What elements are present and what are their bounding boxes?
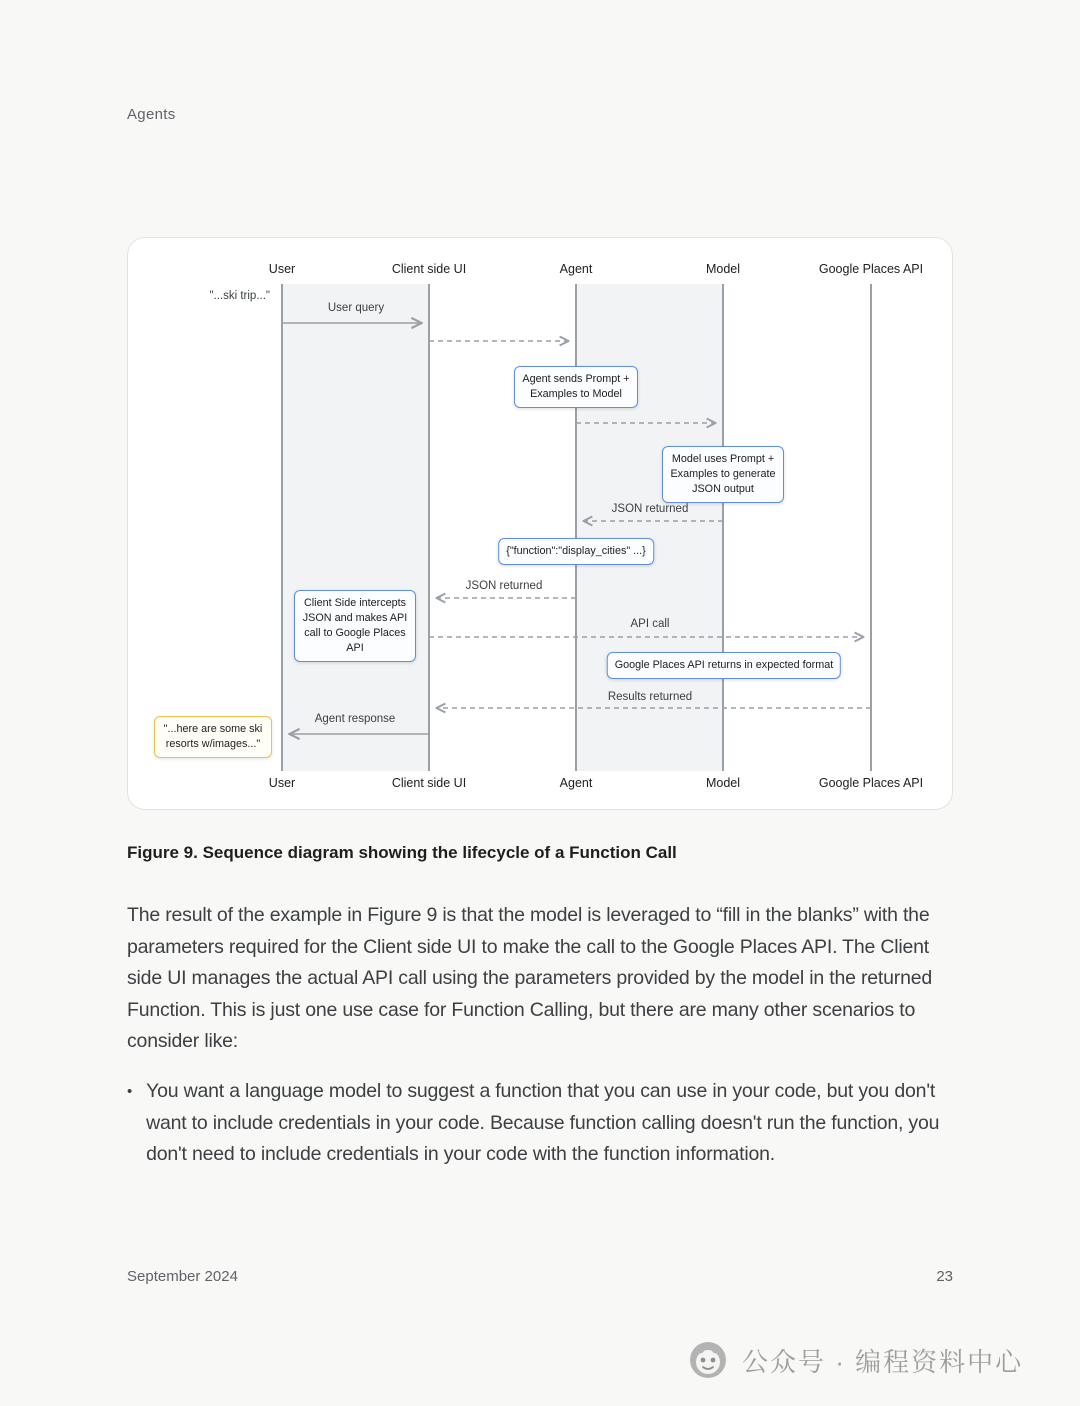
watermark <box>688 1340 1023 1380</box>
figure-caption: Figure 9. Sequence diagram showing the lifecycle of a Function Call <box>127 843 677 862</box>
msg-user-query: User query <box>327 302 385 314</box>
watermark-panda-icon <box>688 1340 728 1380</box>
note-function-json: {"function":"display_cities" ...} <box>498 538 654 565</box>
lane-label-client-top: Client side UI <box>391 262 467 276</box>
lane-label-agent-bottom: Agent <box>559 776 593 790</box>
bullet-marker: • <box>127 1083 133 1100</box>
page-footer <box>127 1268 953 1285</box>
msg-ski-trip: "...ski trip..." <box>209 290 270 302</box>
note-api-returns: Google Places API returns in expected format <box>607 652 841 679</box>
lane-label-user-top: User <box>268 262 296 276</box>
bullet-item <box>127 1076 949 1171</box>
lane-label-model-top: Model <box>705 262 741 276</box>
page-header-label: Agents <box>127 106 176 123</box>
msg-json-returned-1: JSON returned <box>611 503 689 515</box>
body-paragraph: The result of the example in Figure 9 is that the model is leveraged to “fill in the blanks” with the parameters required for the Client side UI to make the call to the Google Places API. The Client side UI manages the actual API call using the parameters provided by the model in the returned Function. This is just one use case for Function Calling, but there are many other scenarios to consider like: <box>127 904 933 1052</box>
msg-results-returned: Results returned <box>607 691 693 703</box>
lane-label-api-bottom: Google Places API <box>818 776 924 790</box>
note-ski-resorts-response: "...here are some ski resorts w/images..." <box>154 716 272 758</box>
msg-api-call: API call <box>630 618 670 630</box>
lane-label-client-bottom: Client side UI <box>391 776 467 790</box>
msg-json-returned-2: JSON returned <box>465 580 543 592</box>
watermark-text: 公众号 · 编程资料中心 <box>742 1346 1024 1377</box>
footer-date: September 2024 <box>127 1268 238 1285</box>
msg-agent-response: Agent response <box>314 713 396 725</box>
sequence-diagram <box>127 237 953 810</box>
lane-label-api-top: Google Places API <box>818 262 924 276</box>
footer-page-number: 23 <box>936 1268 953 1285</box>
lane-label-user-bottom: User <box>268 776 296 790</box>
lane-label-agent-top: Agent <box>559 262 593 276</box>
bullet-text: You want a language model to suggest a function that you can use in your code, but you don't want to include credentials in your code. Because function calling doesn't run the function, you don't need to include credentials in your code with the function information. <box>146 1080 940 1165</box>
note-model-uses-prompt: Model uses Prompt + Examples to generate JSON output <box>662 446 784 503</box>
lane-label-model-bottom: Model <box>705 776 741 790</box>
note-client-intercepts: Client Side intercepts JSON and makes API call to Google Places API <box>294 590 416 662</box>
note-agent-sends-prompt: Agent sends Prompt + Examples to Model <box>514 366 638 408</box>
